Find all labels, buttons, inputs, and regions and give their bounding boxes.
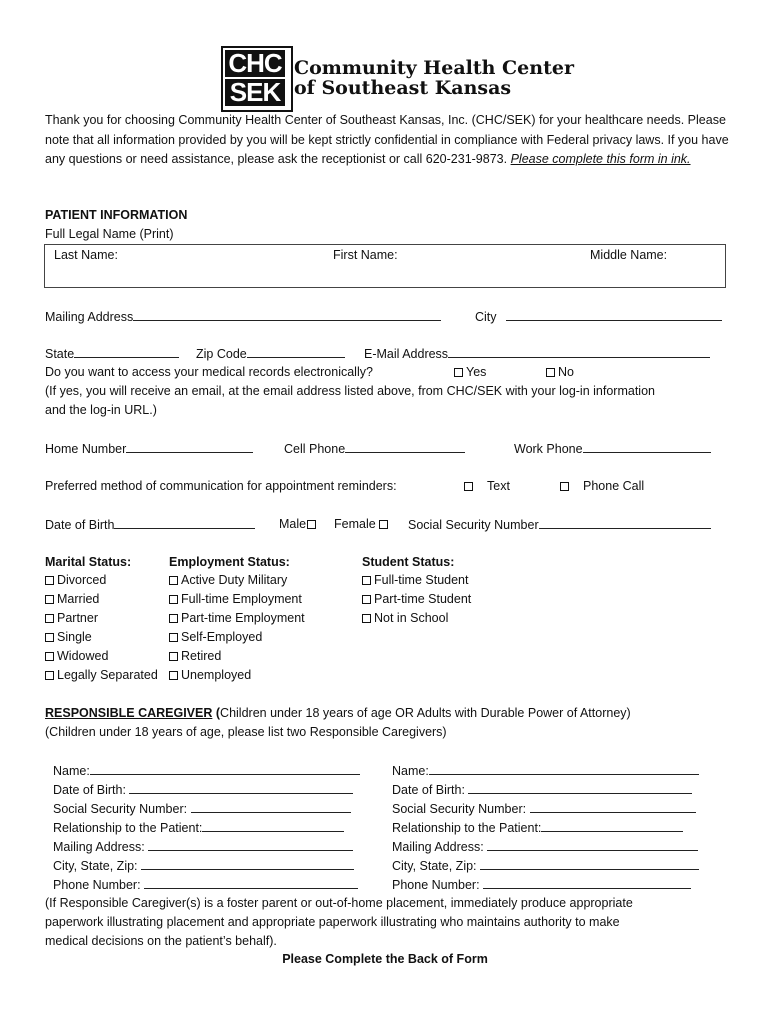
first-name-label: First Name:	[333, 248, 398, 262]
student-label: Not in School	[374, 611, 449, 625]
patient-info-heading: PATIENT INFORMATION	[45, 208, 188, 222]
caregiver1-dob-row	[53, 781, 353, 798]
student-label: Full-time Student	[374, 573, 469, 587]
caregiver1-address-label: Mailing Address:	[53, 840, 145, 854]
checkbox-icon[interactable]	[169, 595, 178, 604]
employment-label: Full-time Employment	[181, 592, 302, 606]
marital-label: Single	[57, 630, 92, 644]
employment-option[interactable]	[169, 629, 262, 645]
caregiver1-city-field[interactable]	[141, 857, 354, 870]
reminder-phone-option[interactable]	[560, 478, 644, 494]
checkbox-icon[interactable]	[362, 614, 371, 623]
full-name-box[interactable]	[44, 244, 726, 288]
employment-label: Active Duty Military	[181, 573, 288, 587]
caregiver2-relationship-row	[392, 819, 683, 836]
marital-option[interactable]	[45, 629, 92, 645]
caregiver2-ssn-label: Social Security Number:	[392, 802, 527, 816]
dob-field[interactable]	[114, 516, 255, 529]
zip-field[interactable]	[247, 345, 345, 358]
dob-row	[45, 516, 255, 533]
email-label: E-Mail Address	[364, 347, 449, 361]
portal-note-line1: (If yes, you will receive an email, at the email address listed above, from CHC/SEK with your log-in information	[45, 384, 655, 398]
checkbox-icon[interactable]	[362, 576, 371, 585]
caregiver2-phone-label: Phone Number:	[392, 878, 480, 892]
checkbox-icon[interactable]	[45, 614, 54, 623]
city-row	[475, 308, 722, 325]
marital-label: Widowed	[57, 649, 109, 663]
foster-note-line2: paperwork illustrating placement and appropriate paperwork illustrating who maintains authority to make	[45, 915, 620, 929]
portal-yes[interactable]	[454, 364, 486, 380]
logo-name-line2: of Southeast Kansas	[294, 77, 512, 99]
caregiver2-dob-field[interactable]	[468, 781, 692, 794]
caregiver2-address-field[interactable]	[487, 838, 698, 851]
caregiver1-relationship-field[interactable]	[202, 819, 344, 832]
student-option[interactable]	[362, 591, 471, 607]
home-number-row	[45, 440, 253, 457]
caregiver2-ssn-field[interactable]	[530, 800, 696, 813]
caregiver1-ssn-row	[53, 800, 351, 817]
caregiver2-name-field[interactable]	[429, 762, 699, 775]
caregiver-subnote: (Children under 18 years of age, please list two Responsible Caregivers)	[45, 725, 447, 739]
employment-option[interactable]	[169, 610, 305, 626]
male-option[interactable]	[279, 516, 319, 532]
marital-label: Married	[57, 592, 100, 606]
checkbox-icon[interactable]	[169, 633, 178, 642]
marital-option[interactable]	[45, 572, 106, 588]
state-field[interactable]	[74, 345, 179, 358]
caregiver2-city-row	[392, 857, 699, 874]
checkbox-icon[interactable]	[45, 671, 54, 680]
mailing-address-label: Mailing Address	[45, 310, 134, 324]
employment-label: Part-time Employment	[181, 611, 305, 625]
male-label: Male	[279, 517, 307, 531]
caregiver2-city-label: City, State, Zip:	[392, 859, 477, 873]
caregiver-heading: RESPONSIBLE CAREGIVER	[45, 706, 213, 720]
mailing-address-field[interactable]	[133, 308, 441, 321]
checkbox-icon[interactable]	[464, 482, 473, 491]
home-number-label: Home Number	[45, 442, 127, 456]
marital-option[interactable]	[45, 591, 99, 607]
checkbox-icon[interactable]	[379, 520, 388, 529]
caregiver1-name-row	[53, 762, 360, 779]
marital-option[interactable]	[45, 610, 98, 626]
marital-label: Legally Separated	[57, 668, 158, 682]
marital-heading: Marital Status:	[45, 555, 132, 569]
caregiver2-name-label: Name:	[392, 764, 429, 778]
work-phone-field[interactable]	[583, 440, 711, 453]
caregiver1-ssn-field[interactable]	[191, 800, 351, 813]
reminder-text-label: Text	[487, 479, 510, 493]
work-phone-label: Work Phone	[514, 442, 583, 456]
caregiver2-ssn-row	[392, 800, 696, 817]
employment-option[interactable]	[169, 648, 221, 664]
caregiver1-name-field[interactable]	[90, 762, 360, 775]
dob-label: Date of Birth	[45, 518, 115, 532]
state-row	[45, 345, 179, 362]
middle-name-label: Middle Name:	[590, 248, 668, 262]
checkbox-icon[interactable]	[169, 576, 178, 585]
student-heading: Student Status:	[362, 555, 455, 569]
marital-label: Partner	[57, 611, 98, 625]
checkbox-icon[interactable]	[45, 595, 54, 604]
cell-phone-row	[284, 440, 465, 457]
employment-label: Unemployed	[181, 668, 252, 682]
intro-text: Thank you for choosing Community Health Center of Southeast Kansas, Inc. (CHC/SEK) for your healthcare needs. Please note that all information provided by you will be kept strictly confidential in compliance with Federal privacy laws. If you have any questions or need assistance, please ask the receptionist or call 620-231-9873.	[45, 113, 729, 166]
caregiver2-relationship-label: Relationship to the Patient:	[392, 821, 542, 835]
city-field[interactable]	[506, 308, 722, 321]
employment-heading: Employment Status:	[169, 555, 290, 569]
home-number-field[interactable]	[126, 440, 253, 453]
checkbox-icon[interactable]	[169, 671, 178, 680]
caregiver1-dob-label: Date of Birth:	[53, 783, 126, 797]
foster-note-line1: (If Responsible Caregiver(s) is a foster parent or out-of-home placement, immediately produce appropriate	[45, 896, 633, 910]
full-name-label: Full Legal Name (Print)	[45, 227, 174, 241]
intro-paragraph	[45, 111, 735, 170]
state-label: State	[45, 347, 75, 361]
caregiver2-name-row	[392, 762, 699, 779]
checkbox-icon[interactable]	[307, 520, 316, 529]
ssn-row	[408, 516, 711, 533]
checkbox-icon[interactable]	[45, 576, 54, 585]
student-option[interactable]	[362, 610, 448, 626]
portal-note-line2: and the log-in URL.)	[45, 403, 157, 417]
employment-option[interactable]	[169, 667, 251, 683]
zip-label: Zip Code	[196, 347, 247, 361]
caregiver2-phone-row	[392, 876, 691, 893]
employment-option[interactable]	[169, 591, 302, 607]
caregiver1-dob-field[interactable]	[129, 781, 353, 794]
caregiver2-phone-field[interactable]	[483, 876, 691, 889]
caregiver1-address-field[interactable]	[148, 838, 353, 851]
logo-name-line1: Community Health Center	[294, 57, 574, 79]
email-field[interactable]	[448, 345, 710, 358]
caregiver1-phone-label: Phone Number:	[53, 878, 141, 892]
email-row	[364, 345, 710, 362]
checkbox-icon[interactable]	[560, 482, 569, 491]
foster-note-line3: medical decisions on the patient’s behalf).	[45, 934, 277, 948]
checkbox-icon[interactable]	[45, 633, 54, 642]
employment-label: Self-Employed	[181, 630, 263, 644]
caregiver1-name-label: Name:	[53, 764, 90, 778]
ssn-field[interactable]	[539, 516, 711, 529]
female-label: Female	[334, 517, 376, 531]
logo-mark-top: CHC	[225, 50, 285, 77]
student-option[interactable]	[362, 572, 468, 588]
checkbox-icon[interactable]	[169, 614, 178, 623]
caregiver-heading-note: Children under 18 years of age OR Adults with Durable Power of Attorney)	[220, 706, 631, 720]
caregiver1-phone-row	[53, 876, 358, 893]
checkbox-icon[interactable]	[45, 652, 54, 661]
marital-option[interactable]	[45, 667, 158, 683]
work-phone-row	[514, 440, 711, 457]
zip-row	[196, 345, 345, 362]
last-name-label: Last Name:	[54, 248, 118, 262]
reminder-phone-label: Phone Call	[583, 479, 645, 493]
caregiver1-city-label: City, State, Zip:	[53, 859, 138, 873]
caregiver2-dob-row	[392, 781, 692, 798]
caregiver1-address-row	[53, 838, 353, 855]
employment-label: Retired	[181, 649, 222, 663]
checkbox-icon[interactable]	[546, 368, 555, 377]
intro-emphasis: Please complete this form in ink.	[510, 152, 691, 166]
employment-option[interactable]	[169, 572, 287, 588]
checkbox-icon[interactable]	[169, 652, 178, 661]
caregiver1-phone-field[interactable]	[144, 876, 358, 889]
caregiver-heading-paren: (	[215, 706, 221, 720]
caregiver-heading-row	[45, 705, 631, 721]
marital-label: Divorced	[57, 573, 107, 587]
caregiver1-relationship-row	[53, 819, 344, 836]
caregiver2-relationship-field[interactable]	[541, 819, 683, 832]
portal-yes-label: Yes	[466, 365, 487, 379]
back-of-form-note: Please Complete the Back of Form	[282, 952, 488, 966]
caregiver2-address-row	[392, 838, 698, 855]
caregiver1-ssn-label: Social Security Number:	[53, 802, 188, 816]
student-label: Part-time Student	[374, 592, 472, 606]
cell-phone-field[interactable]	[345, 440, 465, 453]
caregiver2-address-label: Mailing Address:	[392, 840, 484, 854]
caregiver1-relationship-label: Relationship to the Patient:	[53, 821, 203, 835]
mailing-address-row	[45, 308, 441, 325]
caregiver1-city-row	[53, 857, 354, 874]
checkbox-icon[interactable]	[362, 595, 371, 604]
logo-mark-bottom: SEK	[225, 79, 285, 106]
portal-no[interactable]	[546, 364, 574, 380]
checkbox-icon[interactable]	[454, 368, 463, 377]
caregiver2-dob-label: Date of Birth:	[392, 783, 465, 797]
portal-question: Do you want to access your medical records electronically?	[45, 365, 373, 379]
caregiver2-city-field[interactable]	[480, 857, 699, 870]
reminder-question: Preferred method of communication for appointment reminders:	[45, 479, 397, 493]
portal-no-label: No	[558, 365, 574, 379]
logo-mark	[221, 46, 293, 112]
ssn-label: Social Security Number	[408, 518, 539, 532]
female-option[interactable]	[334, 516, 391, 532]
marital-option[interactable]	[45, 648, 108, 664]
cell-phone-label: Cell Phone	[284, 442, 346, 456]
reminder-text-option[interactable]	[464, 478, 510, 494]
city-label: City	[475, 310, 497, 324]
